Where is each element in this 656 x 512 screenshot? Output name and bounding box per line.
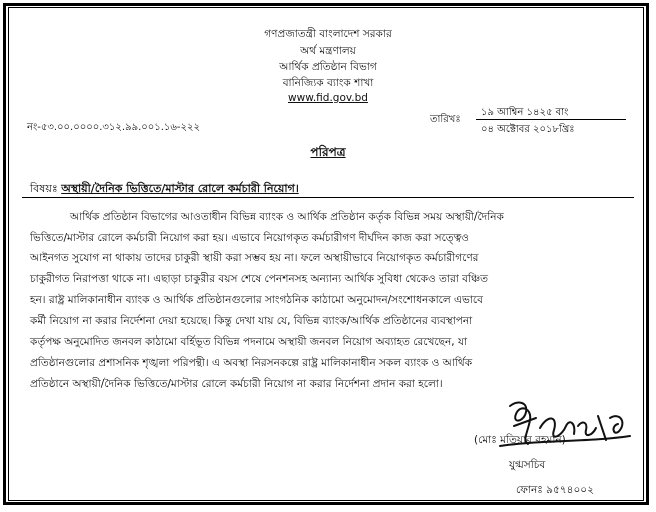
subject-label: বিষয়ঃ [30, 182, 58, 195]
date-label: তারিখঃ [430, 114, 461, 125]
memo-number: নং-৫৩.০০.০০০০.৩১২.৯৯.০০১.১৬-২২২ [27, 122, 201, 133]
body-line-6: কর্মী নিয়োগ না করার নির্দেশনা দেয়া হয়েছে। কিন্তু দেখা যায় যে, বিভিন্ন ব্যাংক/আর্থিক প্রতিষ্ঠানের ব্যবস্থাপনা [30, 315, 473, 327]
body-line-2: ভিত্তিতে/মাস্টার রোলে কর্মচারী নিয়োগ করা হয়। এভাবে নিয়োগকৃত কর্মচারীগণ দীর্ঘদিন কাজ করা সত্ত্বেও [30, 232, 469, 244]
document-title: পরিপত্র [310, 145, 346, 159]
header-website[interactable]: www.fid.gov.bd [288, 92, 368, 104]
body-line-8: প্রতিষ্ঠানগুলোর প্রশাসনিক শৃঙ্খলা পরিপন্থী। এ অবস্থা নিরসনকল্পে রাষ্ট্র মালিকানাধীন সকল ব্যাংক ও আর্থিক [30, 357, 473, 369]
subject-text: অস্থায়ী/দৈনিক ভিত্তিতে/মাস্টার রোলে কর্মচারী নিয়োগ। [61, 182, 299, 195]
signatory-phone: ফোনঃ ৯৫৭৪০০২ [516, 484, 594, 496]
body-line-3: আইনগত সুযোগ না থাকায় তাদের চাকুরী স্থায়ী করা সম্ভব হয় না। ফলে অস্থায়ীভাবে নিয়োগকৃত কর্মচারীগণের [30, 252, 479, 264]
body-line-4: চাকুরীগত নিরাপত্তা থাকে না। এছাড়া চাকুরীর বয়স শেষে পেনশনসহ অন্যান্য আর্থিক সুবিধা থেকেও তারা বঞ্চিত [30, 273, 489, 285]
header-government: গণপ্রজাতন্ত্রী বাংলাদেশ সরকার [264, 28, 392, 40]
header-branch: বানিজ্যিক ব্যাংক শাখা [282, 77, 374, 89]
subject-underline [22, 197, 634, 198]
body-line-7: কর্তৃপক্ষ অনুমোদিত জনবল কাঠামো বর্হিভূত বিভিন্ন পদনামে অস্থায়ী জনবল নিয়োগ অব্যাহত রেখেছেন, যা [30, 336, 468, 348]
signatory-designation: যুগ্মসচিব [509, 459, 546, 471]
body-line-9: প্রতিষ্ঠানে অস্থায়ী/দৈনিক ভিত্তিতে/মাস্টার রোলে কর্মচারী নিয়োগ না করার নির্দেশনা প্রদান করা হলো। [30, 378, 443, 390]
date-gregorian: ০৪ অক্টোবর ২০১৮খ্রিঃ [481, 124, 575, 135]
header-division: আর্থিক প্রতিষ্ঠান বিভাগ [279, 61, 377, 73]
date-divider [476, 119, 626, 120]
body-line-5: হন। রাষ্ট্র মালিকানাধীন ব্যাংক ও আর্থিক প্রতিষ্ঠানগুলোর সাংগঠনিক কাঠামো অনুমোদন/সংশোধনকালে এভাবে [30, 294, 483, 306]
body-line-1: আর্থিক প্রতিষ্ঠান বিভাগের আওতাধীন বিভিন্ন ব্যাংক ও আর্থিক প্রতিষ্ঠান কর্তৃক বিভিন্ন সময় অস্থায়ী/দৈনিক [70, 211, 504, 223]
header-ministry: অর্থ মন্ত্রণালয় [300, 45, 356, 57]
signatory-name: (মোঃ মতিয়ার রহমান) [474, 434, 566, 446]
date-bengali: ১৯ আশ্বিন ১৪২৫ বাং [481, 107, 569, 118]
